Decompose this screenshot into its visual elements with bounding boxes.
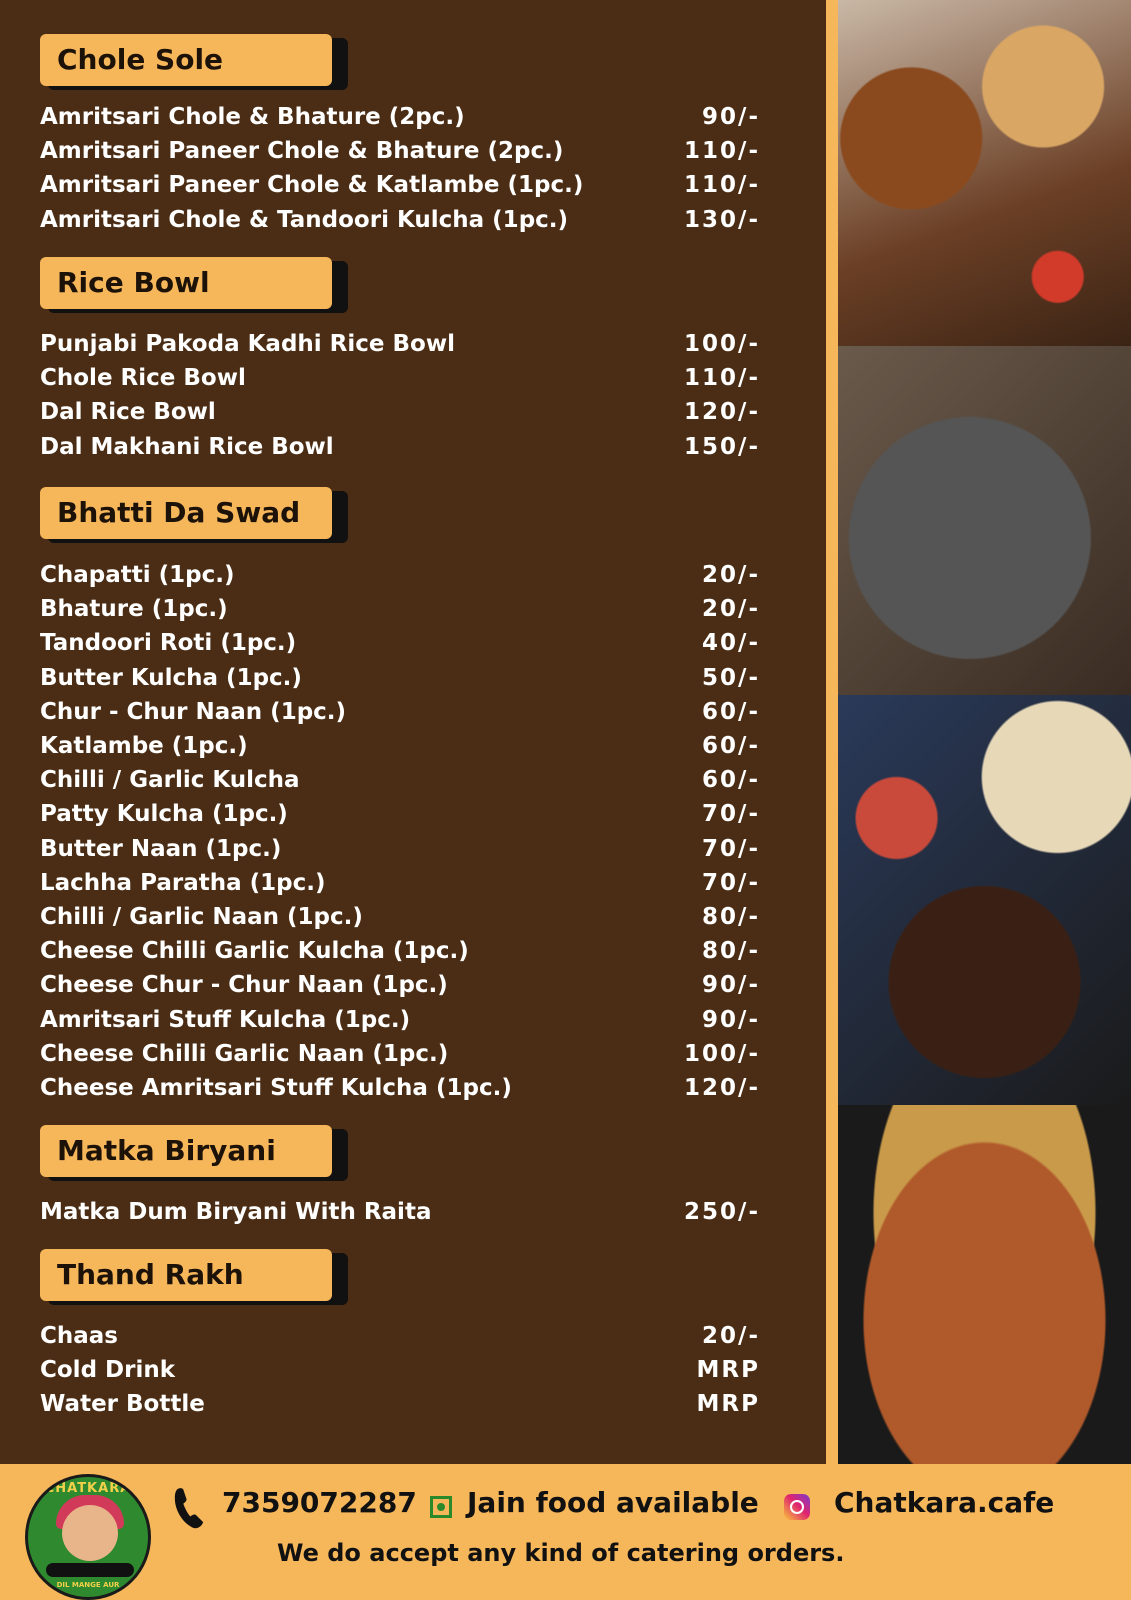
item-price: 80/-	[702, 938, 760, 965]
item-name: Punjabi Pakoda Kadhi Rice Bowl	[40, 331, 455, 358]
menu-item	[40, 1195, 760, 1229]
menu-item	[40, 1387, 760, 1421]
item-price: MRP	[696, 1357, 760, 1384]
item-price: 70/-	[702, 869, 760, 896]
menu-item	[40, 1071, 760, 1105]
item-name: Chilli / Garlic Kulcha	[40, 767, 300, 794]
section-chole-sole	[40, 34, 760, 237]
instagram-icon	[784, 1494, 810, 1520]
menu-item	[40, 968, 760, 1002]
item-name: Chaas	[40, 1323, 118, 1350]
item-price: 70/-	[702, 801, 760, 828]
item-name: Butter Kulcha (1pc.)	[40, 664, 302, 691]
veg-mark-icon	[430, 1496, 452, 1518]
menu-item	[40, 203, 760, 237]
menu-item	[40, 430, 760, 464]
item-name: Chilli / Garlic Naan (1pc.)	[40, 903, 363, 930]
menu-item	[40, 934, 760, 968]
menu-item	[40, 100, 760, 134]
item-price: 120/-	[684, 399, 760, 426]
item-price: 20/-	[702, 562, 760, 589]
menu-item	[40, 361, 760, 395]
item-price: 250/-	[684, 1199, 760, 1226]
item-price: 20/-	[702, 596, 760, 623]
chatkara-logo	[25, 1474, 151, 1600]
item-name: Dal Rice Bowl	[40, 399, 216, 426]
menu-item	[40, 134, 760, 168]
item-name: Amritsari Chole & Bhature (2pc.)	[40, 104, 465, 131]
item-name: Patty Kulcha (1pc.)	[40, 801, 288, 828]
item-price: 90/-	[702, 972, 760, 999]
item-name: Chur - Chur Naan (1pc.)	[40, 698, 347, 725]
item-name: Amritsari Paneer Chole & Bhature (2pc.)	[40, 138, 564, 165]
section-header	[40, 34, 348, 90]
menu-item	[40, 695, 760, 729]
footer-bar	[0, 1464, 1131, 1600]
naan-dal-makhani-photo	[838, 695, 1131, 1105]
item-price: 130/-	[684, 206, 760, 233]
logo-subtext: DIL MANGE AUR	[56, 1581, 120, 1589]
menu-item	[40, 626, 760, 660]
item-name: Chole Rice Bowl	[40, 365, 246, 392]
item-price: 100/-	[684, 331, 760, 358]
section-title: Thand Rakh	[40, 1249, 332, 1301]
logo-text: CHATKARA	[44, 1481, 132, 1496]
section-title: Rice Bowl	[40, 257, 332, 309]
matka-biryani-photo	[838, 1105, 1131, 1464]
item-name: Cheese Chur - Chur Naan (1pc.)	[40, 972, 448, 999]
item-name: Cheese Chilli Garlic Naan (1pc.)	[40, 1040, 449, 1067]
menu-item	[40, 763, 760, 797]
item-name: Amritsari Stuff Kulcha (1pc.)	[40, 1006, 411, 1033]
item-price: 90/-	[702, 104, 760, 131]
item-price: 110/-	[684, 365, 760, 392]
item-price: 50/-	[702, 664, 760, 691]
menu-item	[40, 661, 760, 695]
menu-item	[40, 168, 760, 202]
item-price: 110/-	[684, 172, 760, 199]
menu-item	[40, 866, 760, 900]
item-price: 110/-	[684, 138, 760, 165]
item-price: 100/-	[684, 1040, 760, 1067]
section-bhatti-da-swad	[40, 487, 760, 1105]
menu-item	[40, 900, 760, 934]
item-price: 60/-	[702, 698, 760, 725]
item-price: 120/-	[684, 1074, 760, 1101]
food-photos-column	[838, 0, 1131, 1464]
menu-item	[40, 797, 760, 831]
item-name: Katlambe (1pc.)	[40, 733, 248, 760]
item-name: Lachha Paratha (1pc.)	[40, 869, 326, 896]
divider-stripe	[826, 0, 838, 1464]
section-matka-biryani	[40, 1125, 760, 1229]
section-rice-bowl	[40, 257, 760, 464]
item-price: 90/-	[702, 1006, 760, 1033]
kadhi-rice-photo	[838, 346, 1131, 695]
item-name: Tandoori Roti (1pc.)	[40, 630, 297, 657]
section-title: Matka Biryani	[40, 1125, 332, 1177]
menu-item	[40, 558, 760, 592]
section-header	[40, 257, 348, 313]
section-title: Chole Sole	[40, 34, 332, 86]
phone-number[interactable]: 7359072287	[222, 1486, 417, 1519]
menu-list	[40, 558, 760, 1105]
menu-item	[40, 592, 760, 626]
section-header	[40, 487, 348, 543]
item-name: Bhature (1pc.)	[40, 596, 228, 623]
menu-list	[40, 100, 760, 237]
menu-list	[40, 1319, 760, 1422]
section-title: Bhatti Da Swad	[40, 487, 332, 539]
chole-bhature-photo	[838, 0, 1131, 346]
item-price: 70/-	[702, 835, 760, 862]
item-name: Amritsari Chole & Tandoori Kulcha (1pc.)	[40, 206, 569, 233]
menu-item	[40, 395, 760, 429]
phone-icon	[172, 1484, 206, 1532]
item-price: 80/-	[702, 903, 760, 930]
menu-item	[40, 1353, 760, 1387]
item-price: MRP	[696, 1391, 760, 1418]
menu-list	[40, 327, 760, 464]
item-price: 60/-	[702, 767, 760, 794]
menu-item	[40, 1002, 760, 1036]
item-name: Amritsari Paneer Chole & Katlambe (1pc.)	[40, 172, 584, 199]
jain-food-note: Jain food available	[467, 1486, 759, 1519]
item-name: Dal Makhani Rice Bowl	[40, 433, 334, 460]
item-name: Matka Dum Biryani With Raita	[40, 1199, 432, 1226]
item-price: 20/-	[702, 1323, 760, 1350]
section-thand-rakh	[40, 1249, 760, 1422]
menu-item	[40, 1037, 760, 1071]
section-header	[40, 1249, 348, 1305]
menu-item	[40, 1319, 760, 1353]
item-name: Butter Naan (1pc.)	[40, 835, 282, 862]
item-name: Cheese Amritsari Stuff Kulcha (1pc.)	[40, 1074, 512, 1101]
item-price: 60/-	[702, 733, 760, 760]
menu-item	[40, 832, 760, 866]
menu-item	[40, 729, 760, 763]
menu-item	[40, 327, 760, 361]
instagram-handle[interactable]: Chatkara.cafe	[834, 1486, 1055, 1519]
item-name: Water Bottle	[40, 1391, 205, 1418]
item-name: Cold Drink	[40, 1357, 176, 1384]
section-header	[40, 1125, 348, 1181]
item-name: Cheese Chilli Garlic Kulcha (1pc.)	[40, 938, 469, 965]
item-name: Chapatti (1pc.)	[40, 562, 235, 589]
catering-note: We do accept any kind of catering orders.	[277, 1539, 845, 1567]
item-price: 150/-	[684, 433, 760, 460]
item-price: 40/-	[702, 630, 760, 657]
menu-list	[40, 1195, 760, 1229]
